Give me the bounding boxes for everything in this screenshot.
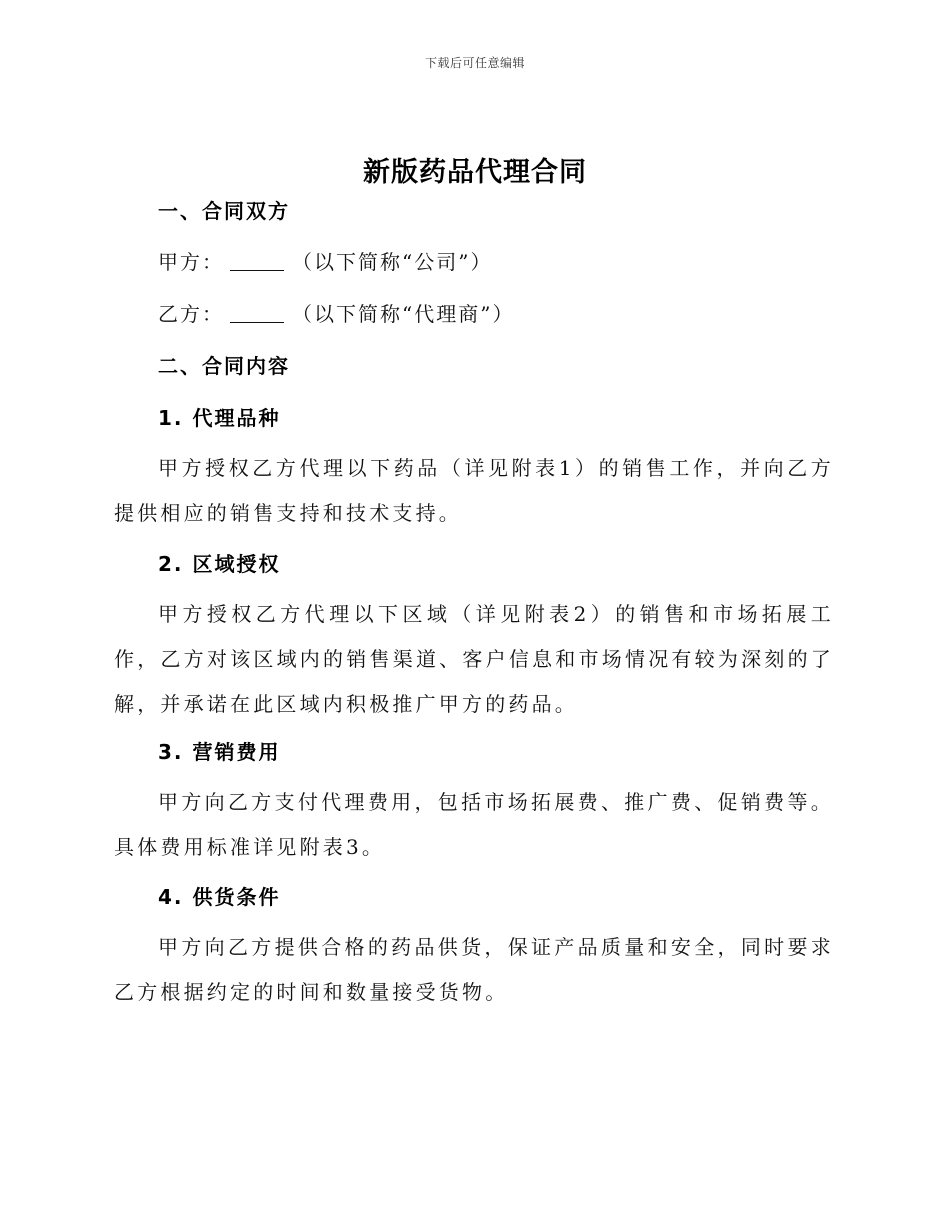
page-header: 下载后可任意编辑 <box>424 56 525 70</box>
clause-1-text: 甲方授权乙方代理以下药品（详见附表1）的销售工作，并向乙方提供相应的销售支持和技术支持。 <box>114 456 834 525</box>
party-a-line <box>158 248 492 276</box>
party-b-label: 乙方： <box>158 302 224 326</box>
clause-4-text: 甲方向乙方提供合格的药品供货，保证产品质量和安全，同时要求乙方根据约定的时间和数量接受货物。 <box>114 935 834 1004</box>
section-heading-content: 二、合同内容 <box>158 354 290 378</box>
clause-4-heading: 4. 供货条件 <box>158 885 281 909</box>
section-heading-parties: 一、合同双方 <box>158 199 290 223</box>
party-b-note: （以下简称“代理商”） <box>292 302 515 326</box>
clause-1-heading: 1. 代理品种 <box>158 406 281 430</box>
document-title: 新版药品代理合同 <box>363 157 587 188</box>
clause-3-text: 甲方向乙方支付代理费用，包括市场拓展费、推广费、促销费等。具体费用标准详见附表3。 <box>114 790 834 859</box>
party-b-line <box>158 300 514 328</box>
party-a-label: 甲方： <box>158 250 224 274</box>
clause-2-heading: 2. 区域授权 <box>158 552 281 576</box>
clause-2-text: 甲方授权乙方代理以下区域（详见附表2）的销售和市场拓展工作，乙方对该区域内的销售渠道、客户信息和市场情况有较为深刻的了解，并承诺在此区域内积极推广甲方的药品。 <box>114 602 834 716</box>
party-a-blank <box>230 250 284 271</box>
party-a-note: （以下简称“公司”） <box>292 250 493 274</box>
party-b-blank <box>230 302 284 323</box>
clause-3-heading: 3. 营销费用 <box>158 740 281 764</box>
